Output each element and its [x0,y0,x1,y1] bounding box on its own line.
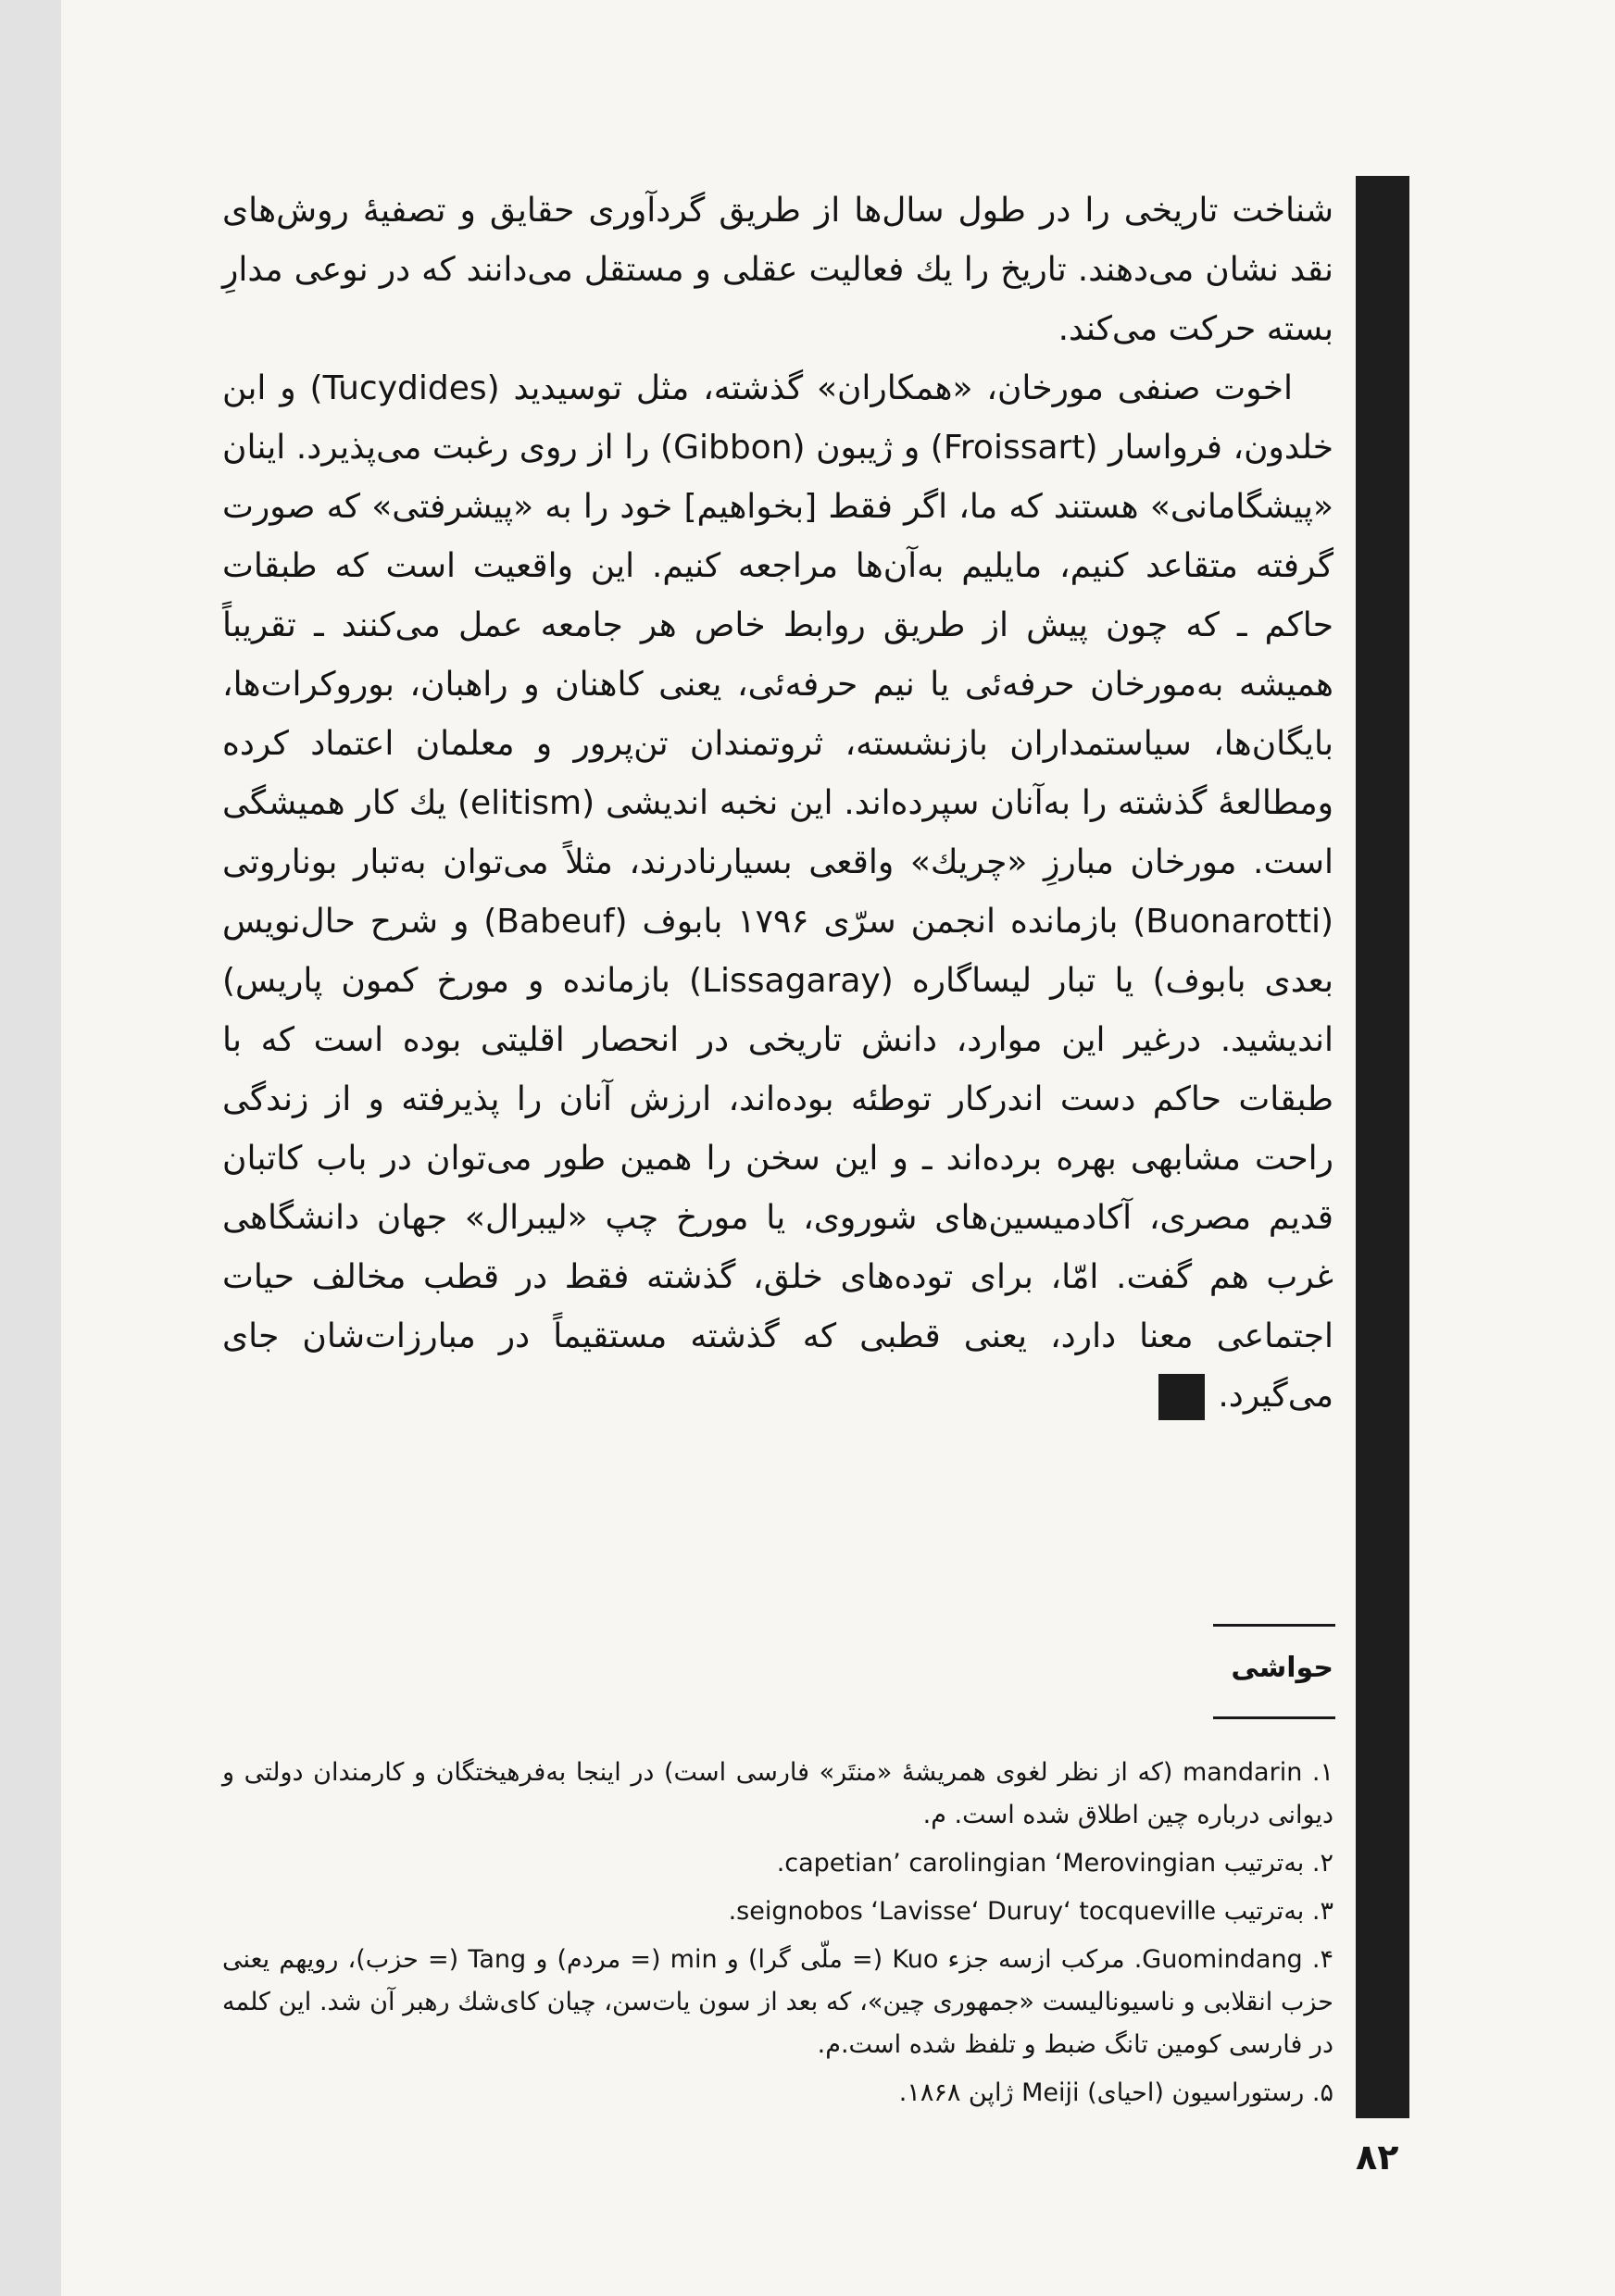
footnote-5: ۵. رستوراسیون (احیای) Meiji ژاپن ۱۸۶۸. [898,2078,1333,2107]
paragraph-2-text: اخوت صنفی مورخان، «همکاران» گذشته، مثل توسیدید (Tucydides) و ابن خلدون، فرواسار (Froissart) و ژیبون (Gibbon) را از روی رغبت می‌پذیرد. اینان «پیشگامانی» هستند که ما، اگر فقط [بخواهیم] خود را به «پیشرفتی» که صورت گرفته متقاعد کنیم، مایلیم به‌آن‌ها مراجعه کنیم. این واقعیت است که طبقات حاکم ـ که چون پیش از طریق روابط خاص هر جامعه عمل می‌کنند ـ تقریباً همیشه به‌مورخان حرفه‌ئی یا نیم حرفه‌ئی، یعنی کاهنان و راهبان، بوروکرات‌ها، بایگان‌ها، سیاستمداران بازنشسته، ثروتمندان تن‌پرور و معلمان اعتماد کرده ومطالعهٔ گذشته را به‌آنان سپرده‌اند. این نخبه اندیشی (elitism) یك کار همیشگی است. مورخان مبارزِ «چریك» واقعی بسیارنادرند، مثلاً می‌توان به‌تبار بوناروتی (Buonarotti) بازمانده انجمن سرّی ۱۷۹۶ بابوف (Babeuf) و شرح حال‌نویس بعدی بابوف) یا تبار لیساگاره (Lissagaray) بازمانده و مورخ کمون پاریس) اندیشید. درغیر این موارد، دانش تاریخی در انحصار اقلیتی بوده است که با طبقات حاکم دست اندرکار توطئه بوده‌اند، ارزش آنان را پذیرفته و از زندگی راحت مشابهی بهره برده‌اند ـ و این سخن را همین طور می‌توان در باب کاتبان قدیم مصری، آکادمیسین‌های شوروی، یا مورخ چپ «لیبرال» جهان دانشگاهی غرب هم گفت. امّا، برای توده‌های خلق، گذشته فقط در قطب مخالف حیات اجتماعی معنا دارد، یعنی قطبی که گذشته مستقیماً در مبارزات‌شان جای می‌گیرد. [222,369,1334,1415]
footnote-4: ۴. Guomindang. مرکب ازسه جزء Kuo (= ملّی گرا) و min (= مردم) و Tang (= حزب)، رویهم یعنی حزب انقلابی و ناسیونالیست «جمهوری چین»، که بعد از سون یات‌سن، چیان کای‌شك رهبر آن شد. این کلمه در فارسی کومین تانگ ضبط و تلفظ شده است.م. [222,1945,1333,2059]
margin-black-bar [1356,176,1409,2118]
notes-divider-top [1213,1624,1335,1627]
paragraph-1: شناخت تاریخی را در طول سال‌ها از طریق گردآوری حقایق و تصفیهٔ روش‌های نقد نشان می‌دهند. تاریخ را یك فعالیت عقلی و مستقل می‌دانند که در نوعی مدارِ بسته حرکت می‌کند. [222,192,1333,348]
main-text [222,181,1333,1426]
footnote-2: ۲. به‌ترتیب capetian’ carolingian ‘Merovingian. [776,1849,1333,1878]
footnote-1: ۱. mandarin (که از نظر لغوی همریشهٔ «منتَر» فارسی است) در اینجا به‌فرهیختگان و کارمندان دولتی و دیوانی درباره چین اطلاق شده است. م. [222,1758,1333,1829]
page-number: ۸۲ [1356,2137,1399,2177]
page-edge-shadow [0,0,61,2296]
notes-heading: حواشی [1231,1652,1333,1684]
notes-divider-bottom [1213,1716,1335,1719]
footnotes [222,1752,1333,2120]
paragraph-2 [222,359,1333,1426]
end-of-text-square-icon [1158,1374,1205,1420]
footnote-3: ۳. به‌ترتیب seignobos ‘Lavisse‘ Duruy‘ tocqueville. [728,1897,1333,1926]
